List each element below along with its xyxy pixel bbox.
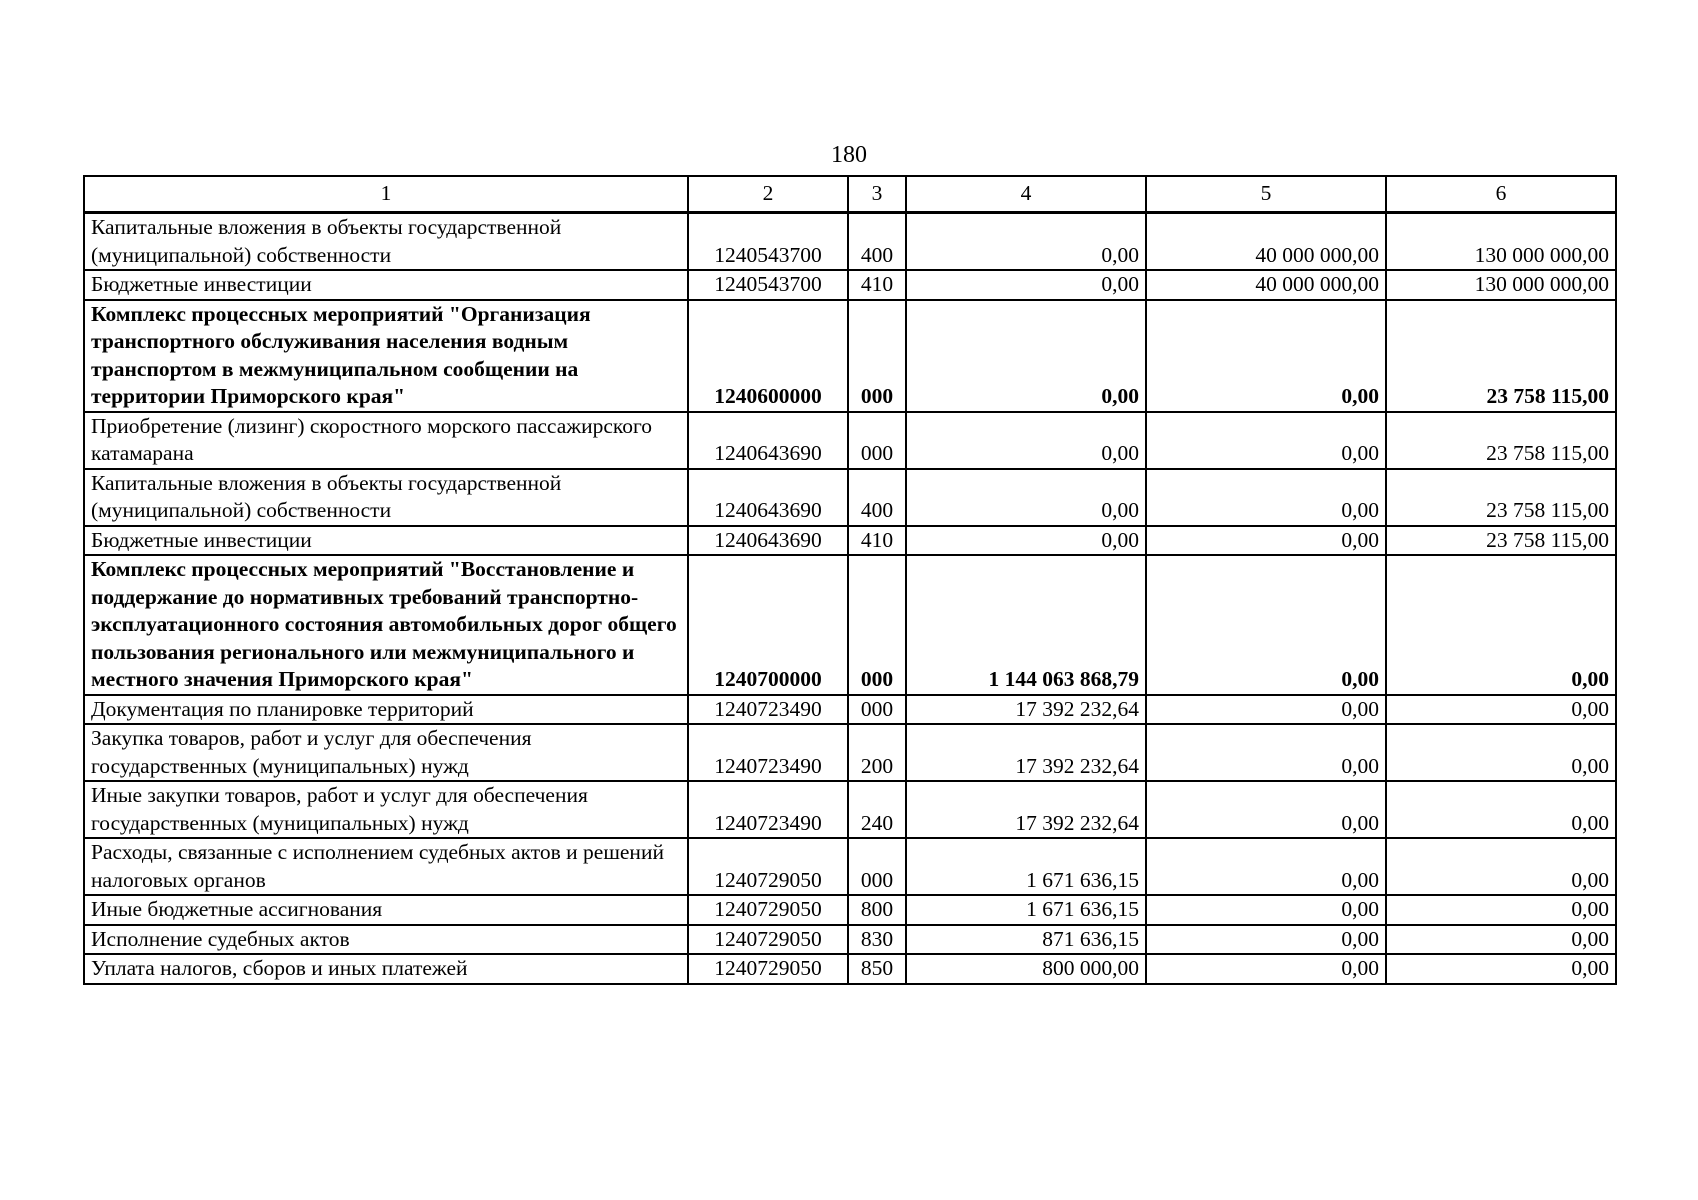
row-amount-col6: 0,00: [1386, 895, 1616, 925]
row-expense-type: 410: [848, 526, 906, 556]
row-target-code: 1240729050: [688, 838, 848, 895]
row-name: Документация по планировке территорий: [84, 695, 688, 725]
row-amount-col5: 0,00: [1146, 838, 1386, 895]
row-target-code: 1240723490: [688, 695, 848, 725]
row-amount-col4: 1 144 063 868,79: [906, 555, 1146, 695]
row-amount-col6: 130 000 000,00: [1386, 270, 1616, 300]
row-expense-type: 400: [848, 213, 906, 271]
column-header-3: 3: [848, 176, 906, 213]
row-amount-col5: 0,00: [1146, 412, 1386, 469]
row-expense-type: 400: [848, 469, 906, 526]
row-amount-col4: 0,00: [906, 412, 1146, 469]
row-name: Исполнение судебных актов: [84, 925, 688, 955]
row-amount-col5: 0,00: [1146, 300, 1386, 412]
row-name: Капитальные вложения в объекты государственной (муниципальной) собственности: [84, 213, 688, 271]
table-row: [84, 724, 1616, 781]
row-target-code: 1240643690: [688, 469, 848, 526]
row-amount-col4: 800 000,00: [906, 954, 1146, 984]
row-amount-col5: 0,00: [1146, 555, 1386, 695]
table-row: [84, 300, 1616, 412]
row-name: Иные бюджетные ассигнования: [84, 895, 688, 925]
column-header-1: 1: [84, 176, 688, 213]
row-name: Приобретение (лизинг) скоростного морского пассажирского катамарана: [84, 412, 688, 469]
row-expense-type: 410: [848, 270, 906, 300]
table-row: [84, 270, 1616, 300]
row-amount-col6: 0,00: [1386, 925, 1616, 955]
row-name: Расходы, связанные с исполнением судебных актов и решений налоговых органов: [84, 838, 688, 895]
row-target-code: 1240543700: [688, 213, 848, 271]
row-name: Комплекс процессных мероприятий "Организация транспортного обслуживания населения водным транспортом в межмуниципальном сообщении на территории Приморского края": [84, 300, 688, 412]
row-amount-col6: 0,00: [1386, 695, 1616, 725]
row-name: Бюджетные инвестиции: [84, 526, 688, 556]
row-amount-col5: 0,00: [1146, 526, 1386, 556]
row-amount-col5: 40 000 000,00: [1146, 213, 1386, 271]
row-amount-col6: 0,00: [1386, 724, 1616, 781]
row-target-code: 1240729050: [688, 925, 848, 955]
table-row: [84, 954, 1616, 984]
row-amount-col6: 0,00: [1386, 781, 1616, 838]
row-amount-col5: 40 000 000,00: [1146, 270, 1386, 300]
row-amount-col4: 0,00: [906, 526, 1146, 556]
row-amount-col4: 0,00: [906, 300, 1146, 412]
table-row: [84, 213, 1616, 271]
row-amount-col6: 0,00: [1386, 555, 1616, 695]
row-expense-type: 000: [848, 695, 906, 725]
row-expense-type: 000: [848, 412, 906, 469]
row-target-code: 1240700000: [688, 555, 848, 695]
row-amount-col4: 17 392 232,64: [906, 695, 1146, 725]
table-row: [84, 895, 1616, 925]
row-amount-col5: 0,00: [1146, 695, 1386, 725]
row-amount-col6: 130 000 000,00: [1386, 213, 1616, 271]
table-row: [84, 469, 1616, 526]
row-amount-col5: 0,00: [1146, 781, 1386, 838]
table-row: [84, 838, 1616, 895]
row-amount-col6: 0,00: [1386, 838, 1616, 895]
table-row: [84, 695, 1616, 725]
row-expense-type: 000: [848, 838, 906, 895]
row-expense-type: 000: [848, 555, 906, 695]
row-target-code: 1240600000: [688, 300, 848, 412]
row-amount-col6: 23 758 115,00: [1386, 412, 1616, 469]
budget-table: [83, 175, 1617, 985]
row-target-code: 1240729050: [688, 954, 848, 984]
table-row: [84, 412, 1616, 469]
row-target-code: 1240723490: [688, 781, 848, 838]
row-amount-col5: 0,00: [1146, 925, 1386, 955]
table-row: [84, 555, 1616, 695]
row-expense-type: 850: [848, 954, 906, 984]
row-amount-col6: 23 758 115,00: [1386, 526, 1616, 556]
row-expense-type: 240: [848, 781, 906, 838]
row-target-code: 1240723490: [688, 724, 848, 781]
page-number: 180: [831, 142, 867, 168]
table-body: [84, 213, 1616, 984]
row-amount-col4: 1 671 636,15: [906, 838, 1146, 895]
table-row: [84, 526, 1616, 556]
row-name: Бюджетные инвестиции: [84, 270, 688, 300]
column-header-6: 6: [1386, 176, 1616, 213]
row-target-code: 1240643690: [688, 526, 848, 556]
row-amount-col6: 0,00: [1386, 954, 1616, 984]
row-amount-col5: 0,00: [1146, 724, 1386, 781]
row-expense-type: 000: [848, 300, 906, 412]
row-amount-col4: 17 392 232,64: [906, 724, 1146, 781]
row-name: Закупка товаров, работ и услуг для обеспечения государственных (муниципальных) нужд: [84, 724, 688, 781]
table-row: [84, 781, 1616, 838]
column-header-2: 2: [688, 176, 848, 213]
row-amount-col4: 17 392 232,64: [906, 781, 1146, 838]
row-amount-col4: 1 671 636,15: [906, 895, 1146, 925]
row-name: Иные закупки товаров, работ и услуг для обеспечения государственных (муниципальных) нужд: [84, 781, 688, 838]
row-name: Уплата налогов, сборов и иных платежей: [84, 954, 688, 984]
row-amount-col5: 0,00: [1146, 954, 1386, 984]
row-target-code: 1240543700: [688, 270, 848, 300]
row-amount-col4: 0,00: [906, 270, 1146, 300]
row-name: Капитальные вложения в объекты государственной (муниципальной) собственности: [84, 469, 688, 526]
row-amount-col6: 23 758 115,00: [1386, 300, 1616, 412]
row-name: Комплекс процессных мероприятий "Восстановление и поддержание до нормативных требований транспортно-эксплуатационного состояния автомобильных дорог общего пользования регионального или межмуниципального и местного значения Приморского края": [84, 555, 688, 695]
row-amount-col4: 0,00: [906, 469, 1146, 526]
row-amount-col4: 0,00: [906, 213, 1146, 271]
row-expense-type: 830: [848, 925, 906, 955]
column-header-4: 4: [906, 176, 1146, 213]
table-header-row: [84, 176, 1616, 213]
column-header-5: 5: [1146, 176, 1386, 213]
row-amount-col5: 0,00: [1146, 895, 1386, 925]
table-row: [84, 925, 1616, 955]
row-amount-col6: 23 758 115,00: [1386, 469, 1616, 526]
row-amount-col4: 871 636,15: [906, 925, 1146, 955]
row-expense-type: 200: [848, 724, 906, 781]
row-expense-type: 800: [848, 895, 906, 925]
row-amount-col5: 0,00: [1146, 469, 1386, 526]
row-target-code: 1240729050: [688, 895, 848, 925]
row-target-code: 1240643690: [688, 412, 848, 469]
